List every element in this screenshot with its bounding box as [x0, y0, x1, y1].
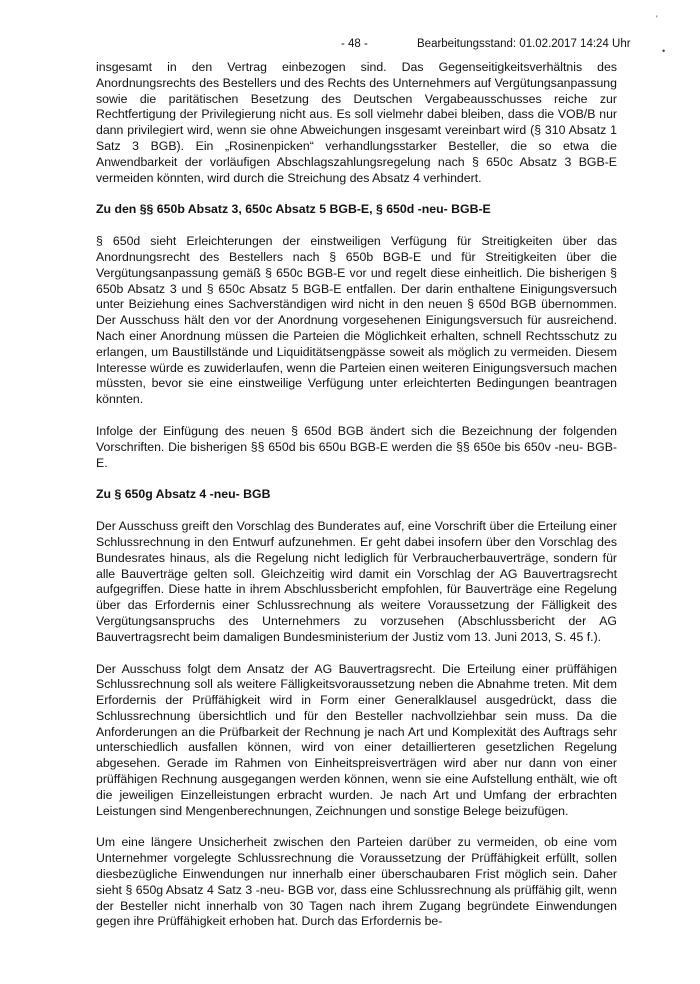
section-heading: Zu den §§ 650b Absatz 3, 650c Absatz 5 BGB-E, § 650d -neu- BGB-E	[96, 202, 491, 217]
paragraph: Um eine längere Unsicherheit zwischen den Parteien darüber zu vermeiden, ob eine vom Unternehmer vorgelegte Schlussrechnung die Voraussetzung der Prüffähigkeit erfüllt, sollen diesbezügliche Einwendungen nur innerhalb einer überschaubaren Frist möglich sein. Daher sieht § 650g Absatz 4 Satz 3 -neu- BGB vor, dass eine Schlussrechnung als prüffähig gilt, wenn der Besteller nicht innerhalb von 30 Tagen nach ihrem Zugang begründete Einwendungen gegen ihre Prüffähigkeit erhoben hat. Durch das Erfordernis be-	[96, 835, 617, 929]
document-body	[96, 60, 617, 946]
scan-mark: •	[662, 46, 666, 56]
page-number: - 48 -	[341, 38, 368, 50]
paragraph: § 650d sieht Erleichterungen der einstweiligen Verfügung für Streitigkeiten über das Anordnungsrecht des Bestellers nach § 650b BGB-E und für Streitigkeiten über die Vergütungsanpassung gemäß § 650c BGB-E vor und regelt diese einheitlich. Die bisherigen § 650b Absatz 3 und § 650c Absatz 5 BGB-E entfallen. Der darin enthaltene Einigungsversuch unter Beiziehung eines Sachverständigen wird nicht in den neuen § 650d BGB übernommen. Der Ausschuss hält den vor der Anordnung vorgesehenen Einigungsversuch für ausreichend. Nach einer Anordnung müssen die Parteien die Möglichkeit erhalten, schnell Rechtsschutz zu erlangen, um Baustillstände und Liquiditätsengpässe soweit als möglich zu vermeiden. Diesem Interesse würde es zuwiderlaufen, wenn die Parteien einen weiteren Einigungsversuch machen müssten, bevor sie eine einstweilige Verfügung unter erleichterten Bedingungen beantragen könnten.	[96, 234, 617, 407]
paragraph: Infolge der Einfügung des neuen § 650d BGB ändert sich die Bezeichnung der folgenden Vorschriften. Die bisherigen §§ 650d bis 650u BGB-E werden die §§ 650e bis 650v -neu- BGB-E.	[96, 423, 617, 470]
paragraph: Der Ausschuss greift den Vorschlag des Bunderates auf, eine Vorschrift über die Erteilung einer Schlussrechnung in den Entwurf aufzunehmen. Er geht dabei insofern über den Vorschlag des Bundesrates hinaus, als die Regelung nicht lediglich für Verbraucherbauverträge, sondern für alle Bauverträge gelten soll. Gleichzeitig wird damit ein Vorschlag der AG Bauvertragsrecht aufgegriffen. Diese hatte in ihrem Abschlussbericht empfohlen, für Bauverträge eine Regelung über das Erfordernis einer Schlussrechnung als weitere Voraussetzung der Fälligkeit des Vergütungsanspruchs des Unternehmers zu vorzusehen (Abschlussbericht der AG Bauvertragsrecht beim damaligen Bundesministerium der Justiz vom 13. Juni 2013, S. 45 f.).	[96, 519, 617, 644]
page-header	[0, 38, 700, 56]
section-heading: Zu § 650g Absatz 4 -neu- BGB	[96, 487, 271, 502]
scan-mark: '	[656, 14, 658, 24]
paragraph: insgesamt in den Vertrag einbezogen sind. Das Gegenseitigkeitsverhältnis des Anordnungsrechts des Bestellers und des Rechts des Unternehmers auf Vergütungsanpassung sowie die paritätischen Besetzung des Deutschen Vergabeausschusses reiche zur Rechtfertigung der Privilegierung nicht aus. Es soll vielmehr dabei bleiben, dass die VOB/B nur dann privilegiert wird, wenn sie ohne Abweichungen insgesamt vereinbart wird (§ 310 Absatz 1 Satz 3 BGB). Ein „Rosinenpicken“ verhandlungsstarker Besteller, die so etwa die Anwendbarkeit der vorläufigen Abschlagszahlungsregelung nach § 650c Absatz 3 BGB-E vermeiden könnten, wird durch die Streichung des Absatz 4 verhindert.	[96, 60, 617, 185]
revision-status: Bearbeitungsstand: 01.02.2017 14:24 Uhr	[417, 38, 631, 50]
paragraph: Der Ausschuss folgt dem Ansatz der AG Bauvertragsrecht. Die Erteilung einer prüffähigen Schlussrechnung soll als weitere Fälligkeitsvoraussetzung neben die Abnahme treten. Mit dem Erfordernis der Prüffähigkeit wird in Form einer Generalklausel ausgedrückt, dass die Schlussrechnung übersichtlich und für den Besteller nachvollziehbar sein muss. Da die Anforderungen an die Prüfbarkeit der Rechnung je nach Art und Komplexität des Auftrags sehr unterschiedlich ausfallen können, wird von einer detaillierteren gesetzlichen Regelung abgesehen. Gerade im Rahmen von Einheitspreisverträgen wird aber nur dann von einer prüffähigen Rechnung ausgegangen werden können, wenn sie eine Aufstellung enthält, wie oft die jeweiligen Einzelleistungen erbracht wurden. Je nach Art und Umfang der erbrachten Leistungen sind Mengenberechnungen, Zeichnungen und sonstige Belege beizufügen.	[96, 661, 617, 818]
